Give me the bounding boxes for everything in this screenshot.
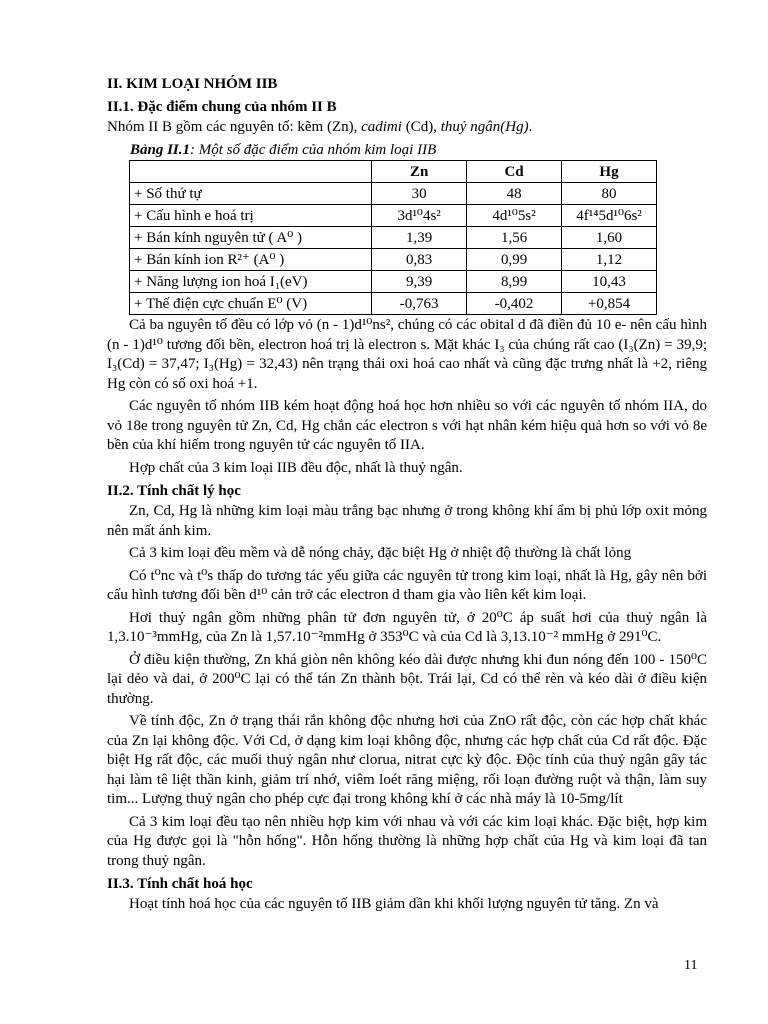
paragraph: Ở điều kiện thường, Zn khá giòn nên không kéo dài được nhưng khi đun nóng đến 100 - 150⁰C lại dẻo và dai, ở 200⁰C lại có thể tán Zn thành bột. Trái lại, Cd có thể rèn và kéo dài ở điều kiện thường. [107, 651, 707, 707]
paragraph: Cả ba nguyên tố đều có lớp vỏ (n - 1)d¹⁰ns², chúng có các obital d đã điền đủ 10 e- nên cấu hình (n - 1)d¹⁰ tương đối bền, electron hoá trị là electron s. Mặt khác I₃ của chúng rất cao (I₃(Zn) = 39,9; I₃(Cd) = 37,47; I₃(Hg) = 32,43) nên trạng thái oxi hoá cao nhất và cũng đặc trưng nhất là +2, riêng Hg còn có số oxi hoá +1. [107, 317, 707, 392]
paragraph: Cả 3 kim loại đều mềm và dễ nóng chảy, đặc biệt Hg ở nhiệt độ thường là chất lỏng [129, 545, 632, 561]
intro-paragraph: Nhóm II B gồm các nguyên tố: kẽm (Zn), cadimi (Cd), thuỷ ngân(Hg). [107, 119, 533, 135]
paragraph: Hoạt tính hoá học của các nguyên tố IIB giảm dần khi khối lượng nguyên tử tăng. Zn và [129, 896, 659, 912]
zn-value: 1,39 [372, 227, 467, 249]
table-header-cd: Cd [467, 161, 562, 183]
paragraph: Về tính độc, Zn ở trạng thái rắn không độc nhưng hơi của ZnO rất độc, còn các hợp chất khác của Zn lại không độc. Với Cd, ở dạng kim loại không độc, nhưng các hợp chất của Cd rất độc. Đặc biệt Hg rất độc, các muối thuỷ ngân như clorua, nitrat cực kỳ độc. Độc tính của thuỷ ngân gây tác hại làm tê liệt thần kinh, giảm trí nhớ, viêm loét răng miệng, rối loạn đường ruột và thận, làm suy tim... Lượng thuỷ ngân cho phép cực đại trong không khí ở các nhà máy là 10-5mg/lít [107, 713, 707, 807]
row-label: + Cấu hình e hoá trị [130, 205, 372, 227]
row-label: + Thế điện cực chuẩn E⁰ (V) [130, 293, 372, 315]
hg-value: 10,43 [562, 271, 657, 293]
zn-value: 0,83 [372, 249, 467, 271]
cd-value: 4d¹⁰5s² [467, 205, 562, 227]
zn-value: 9,39 [372, 271, 467, 293]
section-title-1: II.1. Đặc điểm chung của nhóm II B [107, 99, 337, 115]
cd-value: 1,56 [467, 227, 562, 249]
properties-table [129, 160, 657, 315]
row-label: + Số thứ tự [130, 183, 372, 205]
paragraph: Cả 3 kim loại đều tạo nên nhiều hợp kim với nhau và với các kim loại khác. Đặc biệt, hợp kim của Hg được gọi là "hỗn hống". Hỗn hống thường là những hợp chất của Hg và kim loại đã tan trong thuỷ ngân. [107, 813, 707, 869]
table-row [130, 249, 657, 271]
cd-value: 0,99 [467, 249, 562, 271]
paragraph: Hợp chất của 3 kim loại IIB đều độc, nhất là thuỷ ngân. [129, 459, 463, 476]
hg-value: +0,854 [562, 293, 657, 315]
table-header-blank [130, 161, 372, 183]
cd-value: 48 [467, 183, 562, 205]
table-row [130, 293, 657, 315]
hg-value: 80 [562, 183, 657, 205]
paragraph: Các nguyên tố nhóm IIB kém hoạt động hoá học hơn nhiều so với các nguyên tố nhóm IIA, do vỏ 18e trong nguyên tử Zn, Cd, Hg chắn các electron s với hạt nhân kém hiệu quả hơn so với vỏ 8e bền của khí hiếm trong nguyên tử các nguyên tố IIA. [107, 398, 707, 453]
row-label: + Bán kính nguyên tử ( A⁰ ) [130, 227, 372, 249]
table-header-hg: Hg [562, 161, 657, 183]
table-header-row [130, 161, 657, 183]
paragraph: Có t⁰nc và t⁰s thấp do tương tác yếu giữa các nguyên tử trong kim loại, nhất là Hg, gây nên bởi cấu hình tương đối bền d¹⁰ cản trở các electron d tham gia vào liên kết kim loại. [107, 567, 707, 603]
paragraph: Hơi thuỷ ngân gồm những phân tử đơn nguyên tử, ở 20⁰C áp suất hơi của thuỷ ngân là 1,3.10⁻³mmHg, của Zn là 1,57.10⁻²mmHg ở 353⁰C và của Cd là 3,13.10⁻² mmHg ở 291⁰C. [107, 609, 707, 645]
table-row [130, 183, 657, 205]
zn-value: 3d¹⁰4s² [372, 205, 467, 227]
row-label: + Bán kính ion R²⁺ (A⁰ ) [130, 249, 372, 271]
section-title-2: II.2. Tính chất lý học [107, 483, 241, 499]
table-header-zn: Zn [372, 161, 467, 183]
chapter-heading: II. KIM LOẠI NHÓM IIB [107, 76, 278, 92]
cd-value: -0,402 [467, 293, 562, 315]
paragraph: Zn, Cd, Hg là những kim loại màu trắng bạc nhưng ở trong không khí ẩm bị phủ lớp oxit mỏng nên mất ánh kim. [107, 503, 707, 539]
zn-value: 30 [372, 183, 467, 205]
hg-value: 1,60 [562, 227, 657, 249]
hg-value: 4f¹⁴5d¹⁰6s² [562, 205, 657, 227]
table-row [130, 205, 657, 227]
cd-value: 8,99 [467, 271, 562, 293]
table-row [130, 271, 657, 293]
page-number: 11 [684, 958, 698, 973]
table-caption: Bảng II.1: Một số đặc điểm của nhóm kim loại IIB [130, 141, 437, 158]
row-label: + Năng lượng ion hoá I₁(eV) [130, 271, 372, 293]
zn-value: -0,763 [372, 293, 467, 315]
section-title-3: II.3. Tính chất hoá học [107, 876, 253, 892]
table-row [130, 227, 657, 249]
hg-value: 1,12 [562, 249, 657, 271]
document-page [107, 74, 707, 918]
